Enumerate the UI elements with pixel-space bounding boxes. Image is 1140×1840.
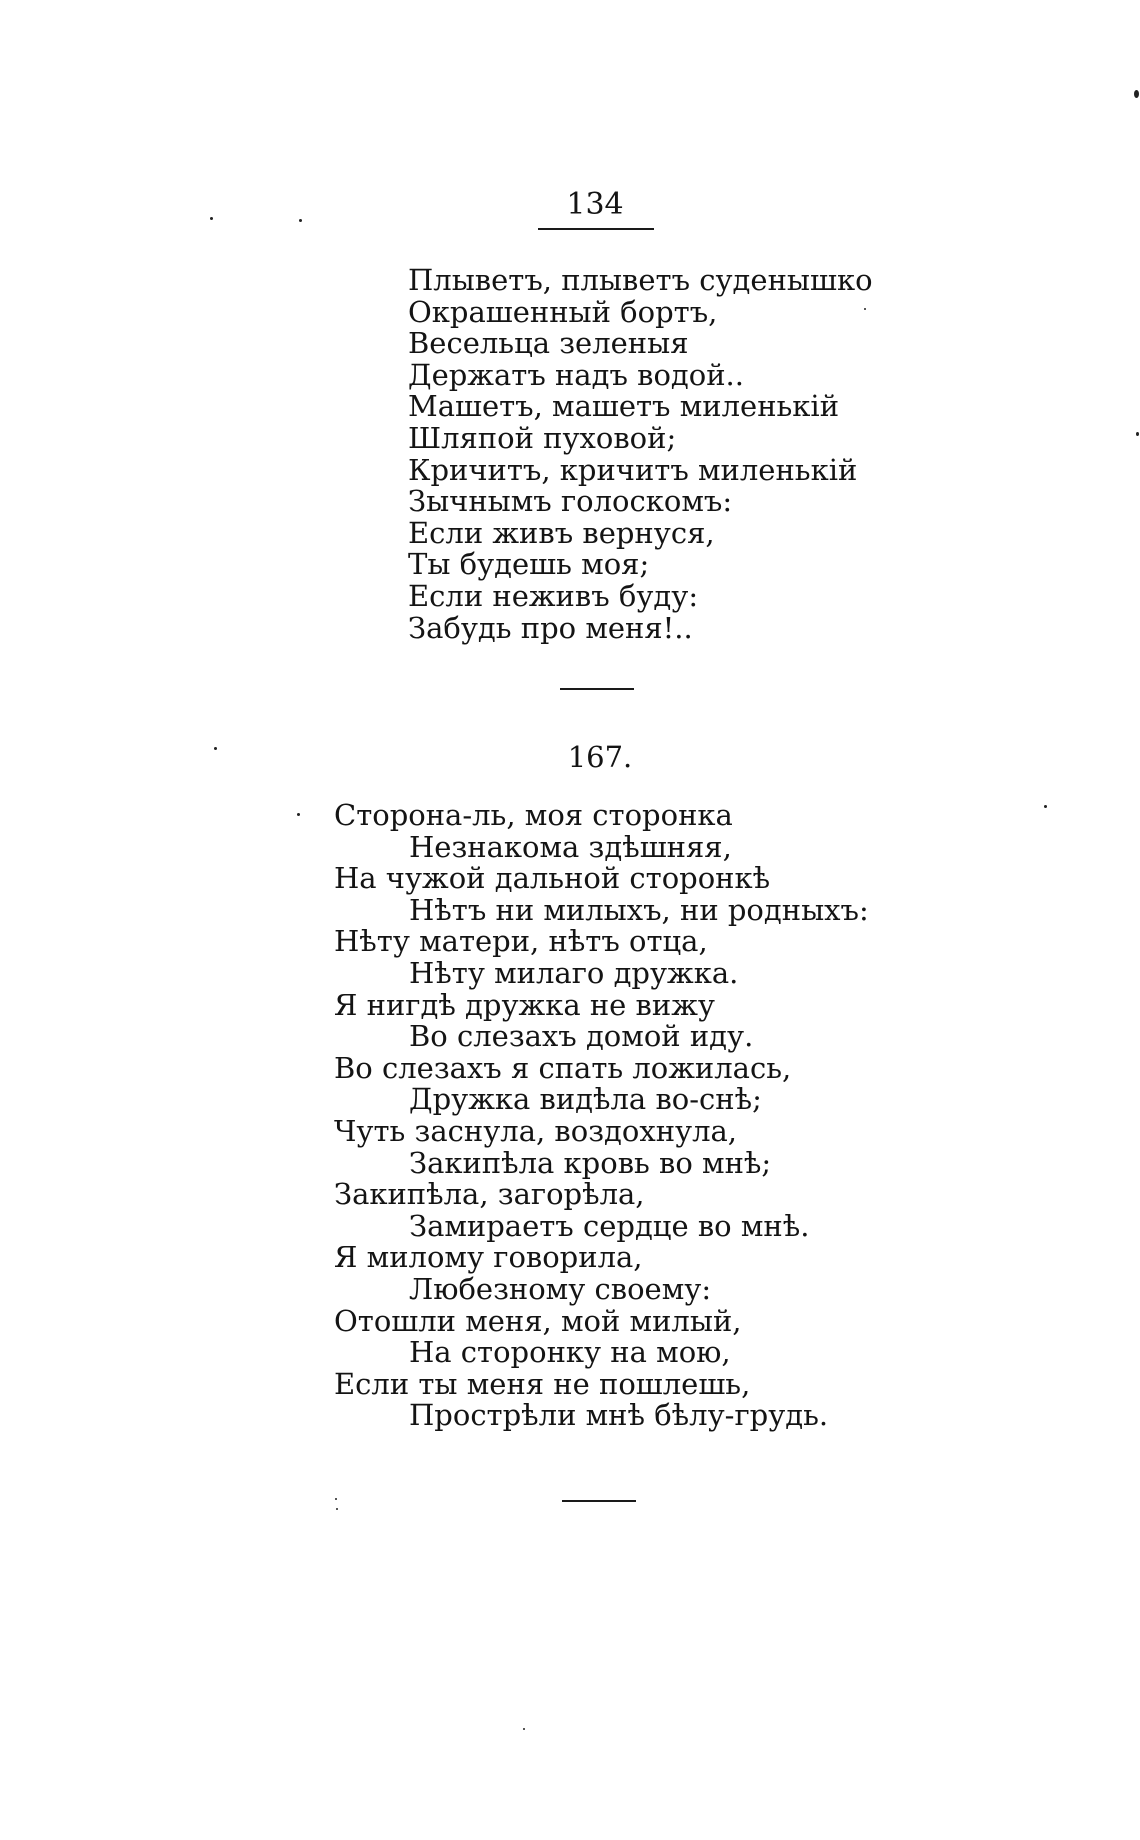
page-number: 134 (566, 187, 624, 222)
poem-167 (334, 800, 869, 1432)
poem-line: Нѣтъ ни милыхъ, ни родныхъ: (409, 892, 869, 927)
poem-line: Если неживъ буду: (408, 578, 699, 613)
poem-line: Во слезахъ я спать ложилась, (334, 1050, 792, 1085)
poem-line: Весельца зеленыя (408, 326, 689, 361)
poem-line: Отошли меня, мой милый, (334, 1303, 742, 1338)
poem-line: Сторона-ль, моя сторонка (334, 798, 733, 832)
poem-line: Я нигдѣ дружка не вижу (334, 987, 715, 1022)
poem-line: На сторонку на мою, (409, 1335, 731, 1370)
section-separator (562, 1500, 636, 1502)
poem-continued (408, 265, 873, 644)
poem-line: Зычнымъ голоскомъ: (408, 484, 733, 519)
poem-line: Во слезахъ домой иду. (409, 1019, 754, 1054)
scan-speck (335, 1498, 337, 1500)
poem-line: На чужой дальной сторонкѣ (334, 861, 771, 896)
poem-line: Плыветъ, плыветъ суденышко (408, 263, 873, 297)
poem-line: Прострѣли мнѣ бѣлу-грудь. (409, 1398, 829, 1433)
poem-line: Чуть заснула, воздохнула, (334, 1113, 738, 1148)
poem-line: Любезному своему: (409, 1271, 712, 1306)
scan-speck (214, 747, 217, 750)
poem-line: Нѣту матери, нѣтъ отца, (334, 924, 708, 959)
poem-number: 167. (567, 740, 633, 774)
scan-speck (297, 813, 300, 816)
scan-speck (864, 308, 866, 310)
poem-line: Ты будешь моя; (408, 547, 650, 582)
poem-line: Машетъ, машетъ миленькій (408, 389, 840, 424)
scan-speck (523, 1728, 525, 1730)
poem-line: Незнакома здѣшняя, (409, 829, 732, 864)
poem-line: Если живъ вернуся, (408, 515, 715, 550)
page-number-rule (538, 228, 654, 230)
scan-speck (1044, 805, 1047, 808)
scan-speck (1134, 90, 1139, 98)
poem-line: Если ты меня не пошлешь, (334, 1366, 751, 1401)
scan-speck (1136, 432, 1139, 436)
poem-line: Закипѣла, загорѣла, (334, 1177, 645, 1212)
poem-line: Замираетъ сердце во мнѣ. (409, 1208, 810, 1243)
scan-speck (336, 1508, 338, 1510)
poem-line: Я милому говорила, (334, 1240, 643, 1275)
section-separator (560, 688, 634, 690)
scan-speck (299, 219, 302, 222)
scan-speck (210, 217, 213, 220)
poem-line: Окрашенный бортъ, (408, 294, 718, 329)
poem-line: Шляпой пуховой; (408, 420, 677, 455)
poem-line: Держатъ надъ водой.. (408, 357, 744, 392)
poem-line: Дружка видѣла во-снѣ; (409, 1082, 762, 1117)
poem-line: Закипѣла кровь во мнѣ; (409, 1145, 772, 1180)
poem-line: Нѣту милаго дружка. (409, 955, 739, 990)
poem-line: Кричитъ, кричитъ миленькій (408, 452, 858, 487)
poem-line: Забудь про меня!.. (408, 610, 693, 645)
